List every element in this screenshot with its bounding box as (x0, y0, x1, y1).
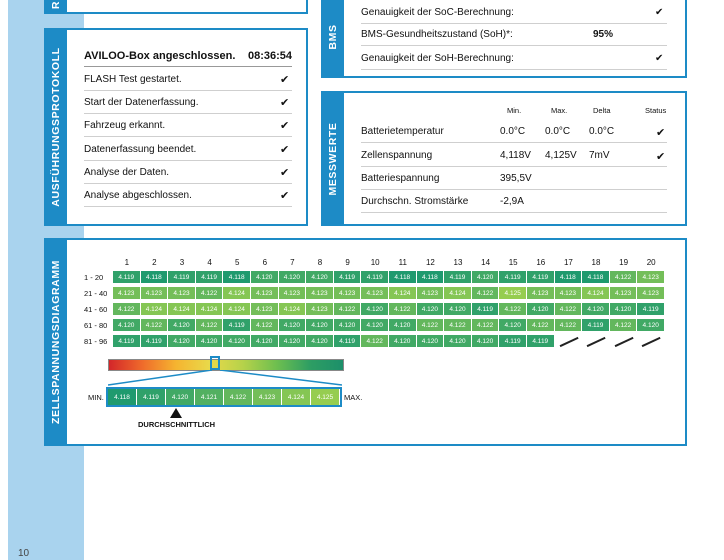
measure-column-header: Delta (593, 106, 611, 115)
cell-voltage-value: 4.120 (196, 335, 223, 347)
cell-voltage-value: 4.120 (472, 271, 499, 283)
cell-voltage-value: 4.122 (610, 319, 637, 331)
cell-voltage-value: 4.119 (196, 271, 223, 283)
cell-voltage-value: 4.119 (444, 271, 471, 283)
cell-voltage-value: 4.120 (361, 303, 388, 315)
check-icon: ✔ (280, 74, 290, 86)
legend-max-label: MAX. (344, 393, 363, 402)
left-margin (0, 0, 8, 560)
legend-min-label: MIN. (88, 393, 104, 402)
cell-voltage-value: 4.123 (527, 287, 554, 299)
cell-voltage-value: 4.118 (417, 271, 444, 283)
cell-voltage-value: 4.122 (334, 303, 361, 315)
protocol-header: AVILOO-Box angeschlossen. (84, 50, 236, 62)
cell-voltage-value: 4.122 (527, 319, 554, 331)
legend-value: 4.124 (282, 389, 311, 405)
cell-voltage-value: 4.123 (306, 303, 333, 315)
check-icon: ✔ (280, 120, 290, 133)
protocol-item: Datenerfassung beendet. (84, 143, 197, 155)
measurement-panel (321, 91, 687, 226)
measure-row-label: Durchschn. Stromstärke (361, 196, 469, 207)
cell-voltage-value: 4.123 (417, 287, 444, 299)
row-divider (84, 113, 292, 114)
cell-voltage-value: 4.120 (306, 271, 333, 283)
cell-voltage-value: 4.119 (223, 319, 250, 331)
legend-average-label: DURCHSCHNITTLICH (138, 420, 216, 429)
cell-row-label: 41 - 60 (84, 305, 108, 314)
empty-cell-dash (587, 337, 606, 347)
cell-column-header: 13 (453, 258, 463, 267)
cell-voltage-value: 4.119 (527, 335, 554, 347)
measure-column-header: Status (645, 106, 667, 115)
cell-voltage-value: 4.120 (334, 319, 361, 331)
cell-voltage-value: 4.120 (113, 319, 140, 331)
cell-voltage-value: 4.124 (444, 287, 471, 299)
cell-voltage-value: 4.120 (499, 319, 526, 331)
cell-voltage-value: 4.120 (279, 319, 306, 331)
panel-tab: ZELLSPANNUNGSDIAGRAMM (44, 238, 67, 446)
measure-max: 4,125V (545, 150, 577, 161)
legend-box (106, 387, 342, 407)
cell-voltage-panel (44, 238, 687, 446)
cell-column-header: 15 (508, 258, 518, 267)
panel-tab: MESSWERTE (321, 91, 344, 226)
row-divider (84, 136, 292, 137)
cell-voltage-value: 4.123 (251, 287, 278, 299)
empty-cell-dash (614, 337, 633, 347)
cell-voltage-value: 4.119 (141, 335, 168, 347)
cell-voltage-value: 4.122 (113, 303, 140, 315)
cell-voltage-value: 4.122 (251, 319, 278, 331)
empty-cell-dash (642, 337, 661, 347)
bms-row-value: ✔ (655, 7, 664, 18)
cell-voltage-value: 4.122 (389, 303, 416, 315)
protocol-item: Analyse der Daten. (84, 166, 170, 178)
cell-row-label: 61 - 80 (84, 321, 108, 330)
cell-row-label: 81 - 96 (84, 337, 108, 346)
cell-voltage-value: 4.124 (196, 303, 223, 315)
cell-voltage-value: 4.120 (251, 271, 278, 283)
cell-voltage-value: 4.120 (582, 303, 609, 315)
cell-voltage-value: 4.123 (610, 287, 637, 299)
cell-column-header: 7 (290, 258, 295, 267)
cell-voltage-value: 4.123 (251, 303, 278, 315)
scale-marker (210, 356, 220, 370)
cell-voltage-value: 4.122 (196, 319, 223, 331)
cell-voltage-value: 4.122 (361, 335, 388, 347)
top-left-panel (44, 0, 308, 14)
protocol-item: Analyse abgeschlossen. (84, 190, 192, 201)
cell-voltage-value: 4.120 (389, 319, 416, 331)
cell-voltage-value: 4.122 (472, 319, 499, 331)
legend-value: 4.125 (311, 389, 340, 405)
measure-status: ✔ (656, 151, 666, 163)
cell-voltage-value: 4.120 (527, 303, 554, 315)
cell-column-header: 4 (207, 258, 212, 267)
panel-tab: R (44, 0, 67, 14)
cell-voltage-value: 4.124 (223, 303, 250, 315)
legend-value: 4.119 (137, 389, 166, 405)
measure-min: -2,9A (500, 196, 524, 207)
measure-row-label: Batterietemperatur (361, 126, 444, 137)
check-icon: ✔ (280, 143, 290, 156)
cell-voltage-value: 4.119 (637, 303, 664, 315)
row-divider (361, 142, 667, 143)
cell-voltage-value: 4.119 (361, 271, 388, 283)
cell-voltage-value: 4.119 (472, 303, 499, 315)
bms-row-value: ✔ (655, 53, 664, 64)
cell-voltage-value: 4.120 (444, 303, 471, 315)
cell-column-header: 20 (646, 258, 656, 267)
cell-voltage-value: 4.120 (168, 319, 195, 331)
legend-value: 4.120 (166, 389, 195, 405)
cell-voltage-value: 4.119 (582, 319, 609, 331)
bms-panel (321, 0, 687, 78)
measure-min: 0.0°C (500, 126, 526, 137)
cell-voltage-value: 4.123 (168, 287, 195, 299)
cell-voltage-value: 4.120 (306, 335, 333, 347)
row-divider (84, 206, 292, 207)
protocol-panel (44, 28, 308, 226)
bms-row-label: Genauigkeit der SoH-Berechnung: (361, 53, 514, 64)
protocol-item: Fahrzeug erkannt. (84, 120, 166, 132)
legend-value: 4.123 (253, 389, 282, 405)
cell-voltage-value: 4.119 (334, 335, 361, 347)
check-icon: ✔ (280, 166, 290, 179)
cell-column-header: 11 (398, 258, 407, 267)
cell-voltage-value: 4.124 (168, 303, 195, 315)
cell-row-label: 1 - 20 (84, 273, 104, 282)
cell-column-header: 16 (536, 258, 546, 267)
cell-voltage-value: 4.119 (113, 335, 140, 347)
empty-cell-dash (559, 337, 578, 347)
measure-delta: 7mV (589, 150, 610, 161)
cell-voltage-value: 4.125 (499, 287, 526, 299)
cell-voltage-value: 4.124 (582, 287, 609, 299)
bms-row-value: 95% (593, 29, 614, 40)
cell-voltage-value: 4.120 (637, 319, 664, 331)
cell-column-header: 12 (425, 258, 435, 267)
measure-min: 395,5V (500, 173, 532, 184)
cell-voltage-value: 4.119 (334, 271, 361, 283)
cell-voltage-value: 4.118 (389, 271, 416, 283)
cell-column-header: 8 (317, 258, 323, 267)
protocol-item: Start der Datenerfassung. (84, 97, 199, 109)
cell-column-header: 6 (262, 258, 268, 267)
row-divider (84, 160, 292, 161)
cell-voltage-value: 4.120 (168, 335, 195, 347)
measure-status: ✔ (656, 127, 666, 139)
cell-voltage-value: 4.120 (279, 271, 306, 283)
cell-voltage-value: 4.123 (361, 287, 388, 299)
cell-voltage-value: 4.120 (417, 303, 444, 315)
cell-voltage-value: 4.123 (637, 287, 664, 299)
cell-voltage-value: 4.122 (141, 319, 168, 331)
cell-voltage-value: 4.122 (499, 303, 526, 315)
check-icon: ✔ (280, 190, 290, 202)
cell-voltage-value: 4.122 (417, 319, 444, 331)
page-number: 10 (18, 548, 30, 559)
protocol-time: 08:36:54 (247, 50, 292, 62)
cell-voltage-value: 4.120 (223, 335, 250, 347)
panel-tab: AUSFÜHRUNGSPROTOKOLL (44, 28, 67, 226)
cell-voltage-value: 4.119 (168, 271, 195, 283)
cell-voltage-value: 4.123 (555, 287, 582, 299)
cell-voltage-value: 4.124 (389, 287, 416, 299)
protocol-item: FLASH Test gestartet. (84, 74, 182, 85)
row-divider (361, 45, 667, 46)
cell-voltage-value: 4.122 (555, 319, 582, 331)
measure-column-header: Min. (507, 106, 522, 115)
measure-column-header: Max. (551, 106, 568, 115)
cell-voltage-value: 4.123 (113, 287, 140, 299)
cell-voltage-value: 4.119 (499, 271, 526, 283)
cell-voltage-value: 4.119 (113, 271, 140, 283)
legend-value: 4.121 (195, 389, 224, 405)
cell-voltage-value: 4.122 (196, 287, 223, 299)
panel-tab: BMS (321, 0, 344, 78)
measure-row-label: Zellenspannung (361, 150, 433, 161)
measure-delta: 0.0°C (589, 126, 615, 137)
cell-column-header: 2 (152, 258, 157, 267)
cell-voltage-value: 4.120 (444, 335, 471, 347)
measure-max: 0.0°C (545, 126, 571, 137)
cell-voltage-value: 4.118 (555, 271, 582, 283)
cell-column-header: 18 (591, 258, 601, 267)
cell-voltage-value: 4.120 (610, 303, 637, 315)
cell-voltage-value: 4.119 (499, 335, 526, 347)
cell-voltage-value: 4.124 (223, 287, 250, 299)
bms-row-label: Genauigkeit der SoC-Berechnung: (361, 7, 514, 18)
cell-voltage-value: 4.119 (527, 271, 554, 283)
cell-voltage-value: 4.122 (610, 271, 637, 283)
cell-voltage-value: 4.122 (555, 303, 582, 315)
cell-voltage-value: 4.118 (223, 271, 250, 283)
cell-column-header: 10 (370, 258, 380, 267)
measure-min: 4,118V (500, 150, 531, 161)
cell-voltage-value: 4.122 (472, 287, 499, 299)
row-divider (361, 166, 667, 167)
average-marker-icon (170, 408, 182, 418)
cell-voltage-value: 4.120 (361, 319, 388, 331)
row-divider (361, 23, 667, 24)
cell-voltage-value: 4.120 (251, 335, 278, 347)
cell-voltage-value: 4.123 (306, 287, 333, 299)
cell-column-header: 9 (345, 258, 350, 267)
cell-voltage-value: 4.120 (417, 335, 444, 347)
cell-voltage-value: 4.124 (141, 303, 168, 315)
cell-voltage-value: 4.124 (279, 303, 306, 315)
cell-voltage-value: 4.123 (279, 287, 306, 299)
scale-zoom-lines (108, 370, 342, 386)
cell-column-header: 19 (619, 258, 629, 267)
cell-column-header: 3 (179, 258, 185, 267)
cell-voltage-value: 4.118 (582, 271, 609, 283)
cell-column-header: 14 (481, 258, 491, 267)
cell-row-label: 21 - 40 (84, 289, 108, 298)
legend-value: 4.122 (224, 389, 253, 405)
cell-voltage-value: 4.122 (444, 319, 471, 331)
row-divider (84, 90, 292, 91)
cell-voltage-value: 4.120 (389, 335, 416, 347)
cell-voltage-value: 4.120 (279, 335, 306, 347)
bms-row-label: BMS-Gesundheitszustand (SoH)*: (361, 29, 513, 40)
cell-column-header: 17 (563, 258, 573, 267)
cell-voltage-value: 4.123 (141, 287, 168, 299)
row-divider (361, 212, 667, 213)
row-divider (361, 69, 667, 70)
cell-voltage-value: 4.123 (637, 271, 664, 283)
cell-column-header: 1 (124, 258, 130, 267)
cell-column-header: 5 (234, 258, 240, 267)
row-divider (84, 183, 292, 184)
cell-voltage-value: 4.123 (334, 287, 361, 299)
cell-voltage-value: 4.120 (306, 319, 333, 331)
cell-voltage-value: 4.120 (472, 335, 499, 347)
row-divider (361, 189, 667, 190)
check-icon: ✔ (280, 97, 290, 110)
legend-value: 4.118 (108, 389, 137, 405)
zoom-lines-svg (108, 370, 342, 386)
cell-voltage-value: 4.118 (141, 271, 168, 283)
measure-row-label: Batteriespannung (361, 173, 440, 184)
